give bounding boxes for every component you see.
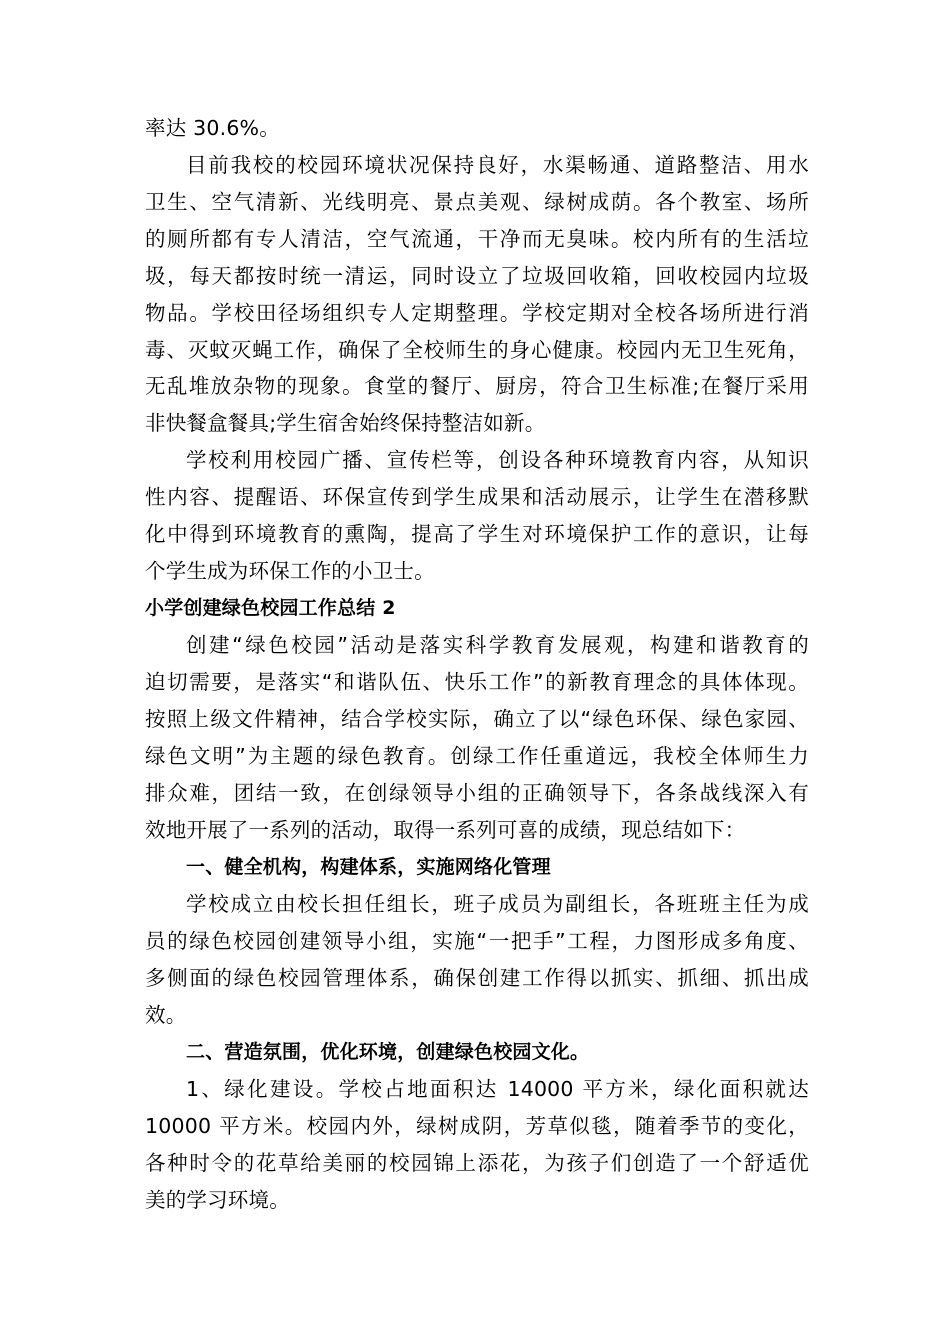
text-line: 多侧面的绿色校园管理体系，确保创建工作得以抓实、抓细、抓出成: [145, 966, 809, 990]
text-line: 卫生、空气清新、光线明亮、景点美观、绿树成荫。各个教室、场所: [145, 190, 809, 214]
text-line: 按照上级文件精神，结合学校实际，确立了以“绿色环保、绿色家园、: [145, 707, 809, 731]
text-line: 1、绿化建设。学校占地面积达 14000 平方米，绿化面积就达: [186, 1077, 809, 1101]
text-line: 学校利用校园广播、宣传栏等，创设各种环境教育内容，从知识: [186, 448, 809, 472]
subsection-heading: 一、健全机构，构建体系，实施网络化管理: [186, 856, 551, 878]
subsection-heading: 二、营造氛围，优化环境，创建绿色校园文化。: [186, 1041, 590, 1063]
text-line: 的厕所都有专人清洁，空气流通，干净而无臭味。校内所有的生活垃: [145, 227, 809, 251]
text-line: 迫切需要，是落实“和谐队伍、快乐工作”的新教育理念的具体体现。: [145, 670, 809, 694]
text-line: 物品。学校田径场组织专人定期整理。学校定期对全校各场所进行消: [145, 301, 809, 325]
text-line: 毒、灭蚊灭蝇工作，确保了全校师生的身心健康。校园内无卫生死角，: [145, 338, 809, 362]
text-line: 无乱堆放杂物的现象。食堂的餐厅、厨房，符合卫生标准;在餐厅采用: [145, 374, 809, 398]
text-line: 学校成立由校长担任组长，班子成员为副组长，各班班主任为成: [186, 892, 809, 916]
text-line: 10000 平方米。校园内外，绿树成阴，芳草似毯，随着季节的变化，: [145, 1114, 809, 1138]
text-line: 个学生成为环保工作的小卫士。: [145, 559, 435, 583]
text-line: 绿色文明”为主题的绿色教育。创绿工作任重道远，我校全体师生力: [145, 744, 809, 768]
text-line: 性内容、提醒语、环保宣传到学生成果和活动展示，让学生在潜移默: [145, 485, 809, 509]
text-line: 非快餐盒餐具;学生宿舍始终保持整洁如新。: [145, 411, 546, 435]
text-line: 效地开展了一系列的活动，取得一系列可喜的成绩，现总结如下：: [145, 818, 746, 842]
text-line: 圾，每天都按时统一清运，同时设立了垃圾回收箱，回收校园内垃圾: [145, 264, 809, 288]
text-line: 创建“绿色校园”活动是落实科学教育发展观，构建和谐教育的: [186, 633, 809, 657]
text-line: 美的学习环境。: [145, 1188, 290, 1212]
text-line: 效。: [145, 1003, 187, 1027]
text-line: 员的绿色校园创建领导小组，实施“一把手”工程，力图形成多角度、: [145, 929, 809, 953]
text-line: 率达 30.6%。: [145, 116, 280, 140]
text-line: 各种时令的花草给美丽的校园锦上添花，为孩子们创造了一个舒适优: [145, 1151, 809, 1175]
section-heading: 小学创建绿色校园工作总结 2: [145, 597, 396, 619]
text-line: 化中得到环境教育的熏陶，提高了学生对环境保护工作的意识，让每: [145, 522, 809, 546]
text-line: 目前我校的校园环境状况保持良好，水渠畅通、道路整洁、用水: [186, 153, 809, 177]
text-line: 排众难，团结一致，在创绿领导小组的正确领导下，各条战线深入有: [145, 781, 809, 805]
